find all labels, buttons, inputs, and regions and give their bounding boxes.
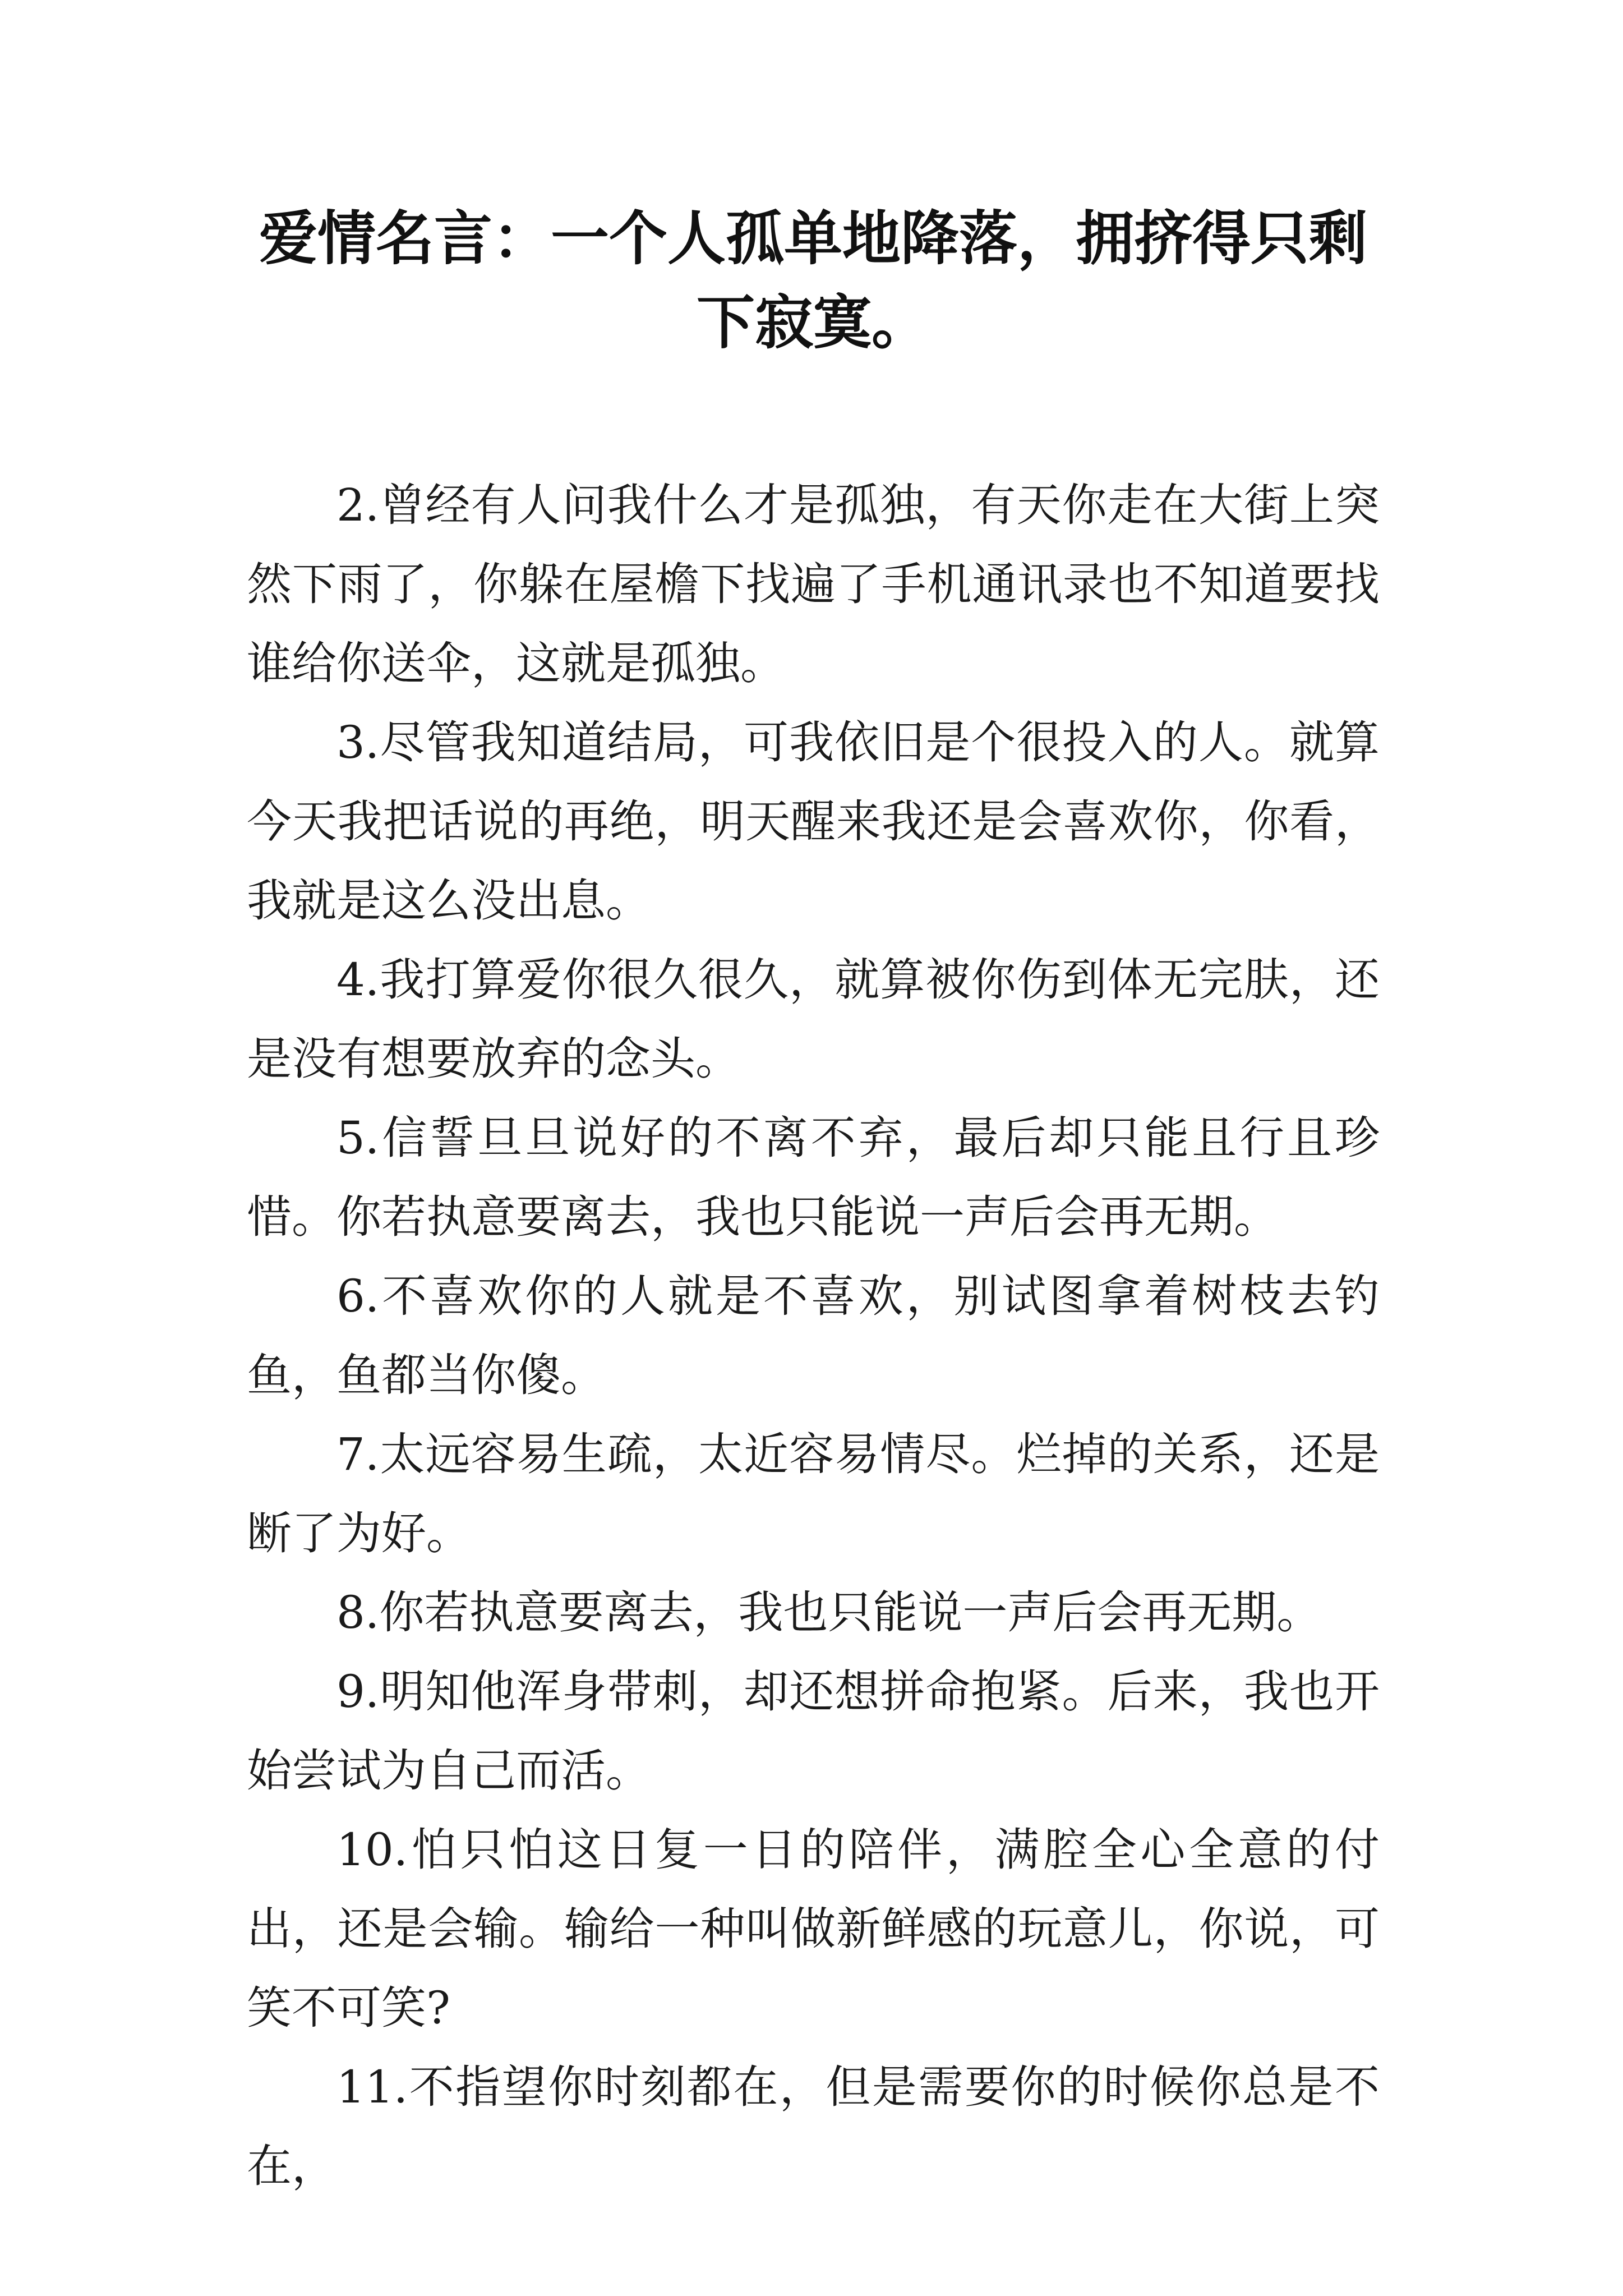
paragraph-quote-2: 2.曾经有人问我什么才是孤独，有天你走在大街上突然下雨了，你躲在屋檐下找遍了手机通讯录也不知道要找谁给你送伞，这就是孤独。 [247, 479, 1380, 689]
paragraph-quote-9: 9.明知他浑身带刺，却还想拼命抱紧。后来，我也开始尝试为自己而活。 [247, 1665, 1380, 1797]
paragraph-quote-11: 11.不指望你时刻都在，但是需要你的时候你总是不在， [247, 2061, 1380, 2192]
paragraph-quote-4: 4.我打算爱你很久很久，就算被你伤到体无完肤，还是没有想要放弃的念头。 [247, 954, 1380, 1085]
paragraph-quote-5: 5.信誓旦旦说好的不离不弃，最后却只能且行且珍惜。你若执意要离去，我也只能说一声后会再无期。 [247, 1112, 1380, 1243]
document-title: 爱情名言：一个人孤单地降落，拥挤得只剩下寂寞。 [259, 204, 1367, 357]
paragraph-quote-6: 6.不喜欢你的人就是不喜欢，别试图拿着树枝去钓鱼，鱼都当你傻。 [247, 1270, 1380, 1401]
paragraph-quote-8: 8.你若执意要离去，我也只能说一声后会再无期。 [336, 1586, 1322, 1639]
document-body [247, 466, 1380, 2206]
paragraph-quote-10: 10.怕只怕这日复一日的陪伴，满腔全心全意的付出，还是会输。输给一种叫做新鲜感的玩意儿，你说，可笑不可笑? [247, 1824, 1380, 2034]
paragraph-quote-3: 3.尽管我知道结局，可我依旧是个很投入的人。就算今天我把话说的再绝，明天醒来我还是会喜欢你，你看，我就是这么没出息。 [247, 716, 1380, 927]
paragraph-quote-7: 7.太远容易生疏，太近容易情尽。烂掉的关系，还是断了为好。 [247, 1428, 1380, 1559]
